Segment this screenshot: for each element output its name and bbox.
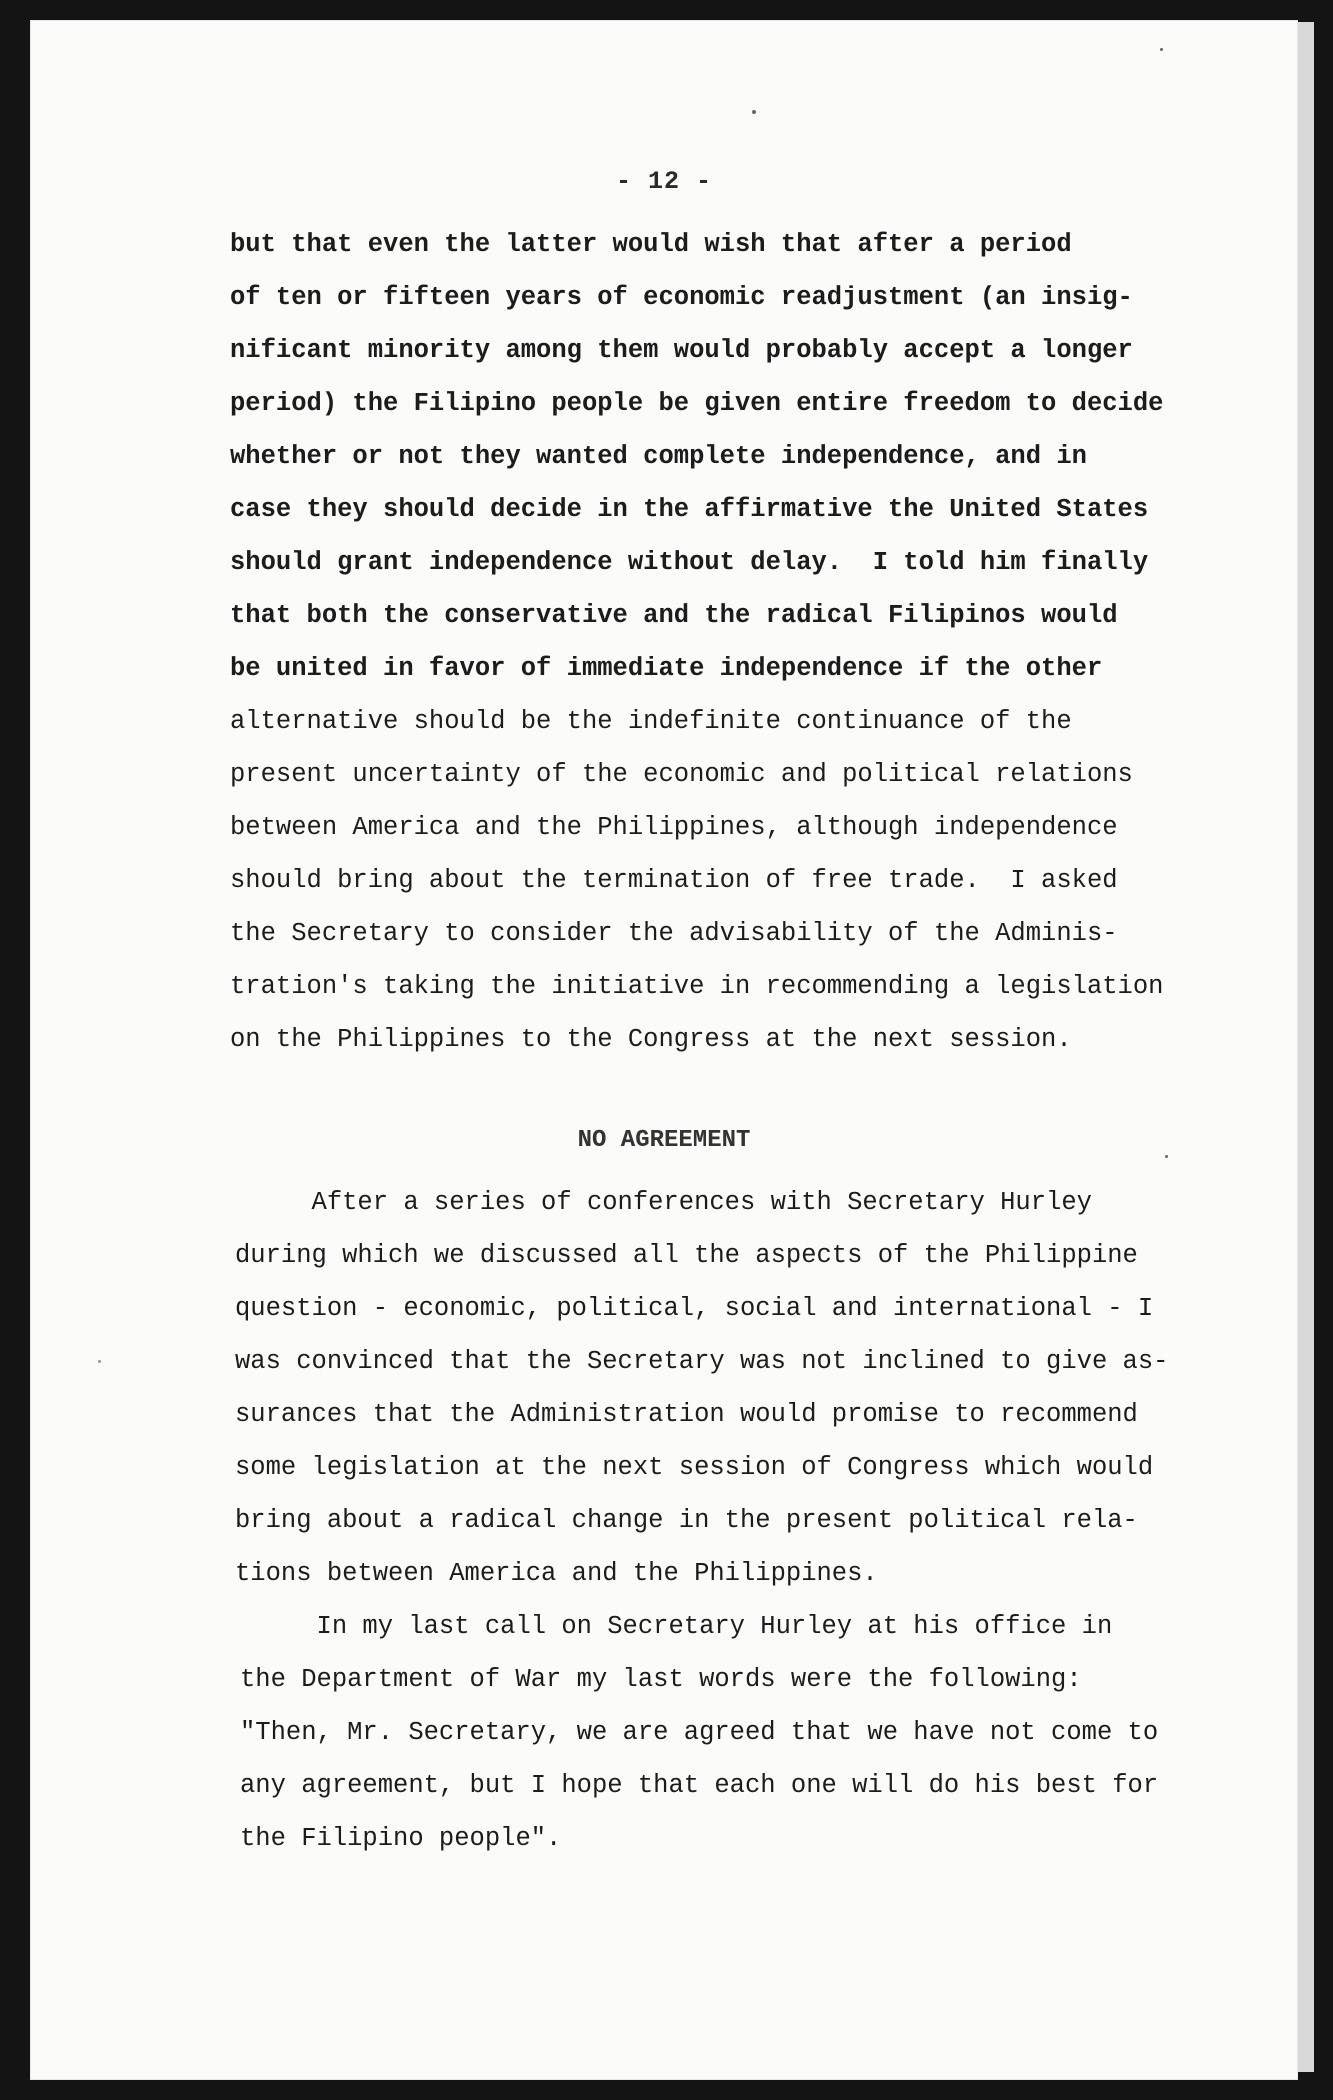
text-line: the Secretary to consider the advisability of the Adminis- (230, 919, 1118, 948)
scan-speck (752, 110, 756, 114)
text-line: the Department of War my last words were the following: (240, 1665, 1082, 1694)
text-line: bring about a radical change in the present political rela- (235, 1506, 1138, 1535)
text-line: period) the Filipino people be given entire freedom to decide (230, 389, 1164, 418)
text-line: "Then, Mr. Secretary, we are agreed that we have not come to (240, 1718, 1159, 1747)
text-line: whether or not they wanted complete independence, and in (230, 442, 1087, 471)
scan-speck (1160, 48, 1163, 51)
scan-speck (1165, 1155, 1168, 1158)
section-heading: NO AGREEMENT (577, 1127, 751, 1154)
text-line: was convinced that the Secretary was not inclined to give as- (235, 1347, 1169, 1376)
text-line: of ten or fifteen years of economic readjustment (an insig- (230, 283, 1133, 312)
text-line: case they should decide in the affirmative the United States (230, 495, 1149, 524)
text-line: nificant minority among them would probably accept a longer (230, 336, 1133, 365)
text-line: on the Philippines to the Congress at the next session. (230, 1025, 1072, 1054)
text-line: between America and the Philippines, although independence (230, 813, 1118, 842)
text-line: alternative should be the indefinite continuance of the (230, 707, 1072, 736)
text-line: tions between America and the Philippines. (235, 1559, 878, 1588)
document-page (30, 20, 1298, 2080)
text-line: surances that the Administration would promise to recommend (235, 1400, 1138, 1429)
scan-speck (98, 1360, 101, 1363)
page-number: - 12 - (615, 167, 712, 196)
text-line: After a series of conferences with Secretary Hurley (235, 1188, 1092, 1217)
text-line: question - economic, political, social and international - I (235, 1294, 1154, 1323)
text-line: be united in favor of immediate independence if the other (230, 654, 1103, 683)
text-line: the Filipino people". (240, 1824, 562, 1853)
text-line: that both the conservative and the radical Filipinos would (230, 601, 1118, 630)
text-line: some legislation at the next session of Congress which would (235, 1453, 1154, 1482)
text-line: should grant independence without delay. I told him finally (230, 548, 1149, 577)
text-line: In my last call on Secretary Hurley at his office in (240, 1612, 1113, 1641)
text-line: should bring about the termination of free trade. I asked (230, 866, 1118, 895)
text-line: present uncertainty of the economic and political relations (230, 760, 1133, 789)
text-line: but that even the latter would wish that after a period (230, 230, 1072, 259)
text-line: tration's taking the initiative in recommending a legislation (230, 972, 1164, 1001)
text-line: during which we discussed all the aspects of the Philippine (235, 1241, 1138, 1270)
text-line: any agreement, but I hope that each one will do his best for (240, 1771, 1159, 1800)
